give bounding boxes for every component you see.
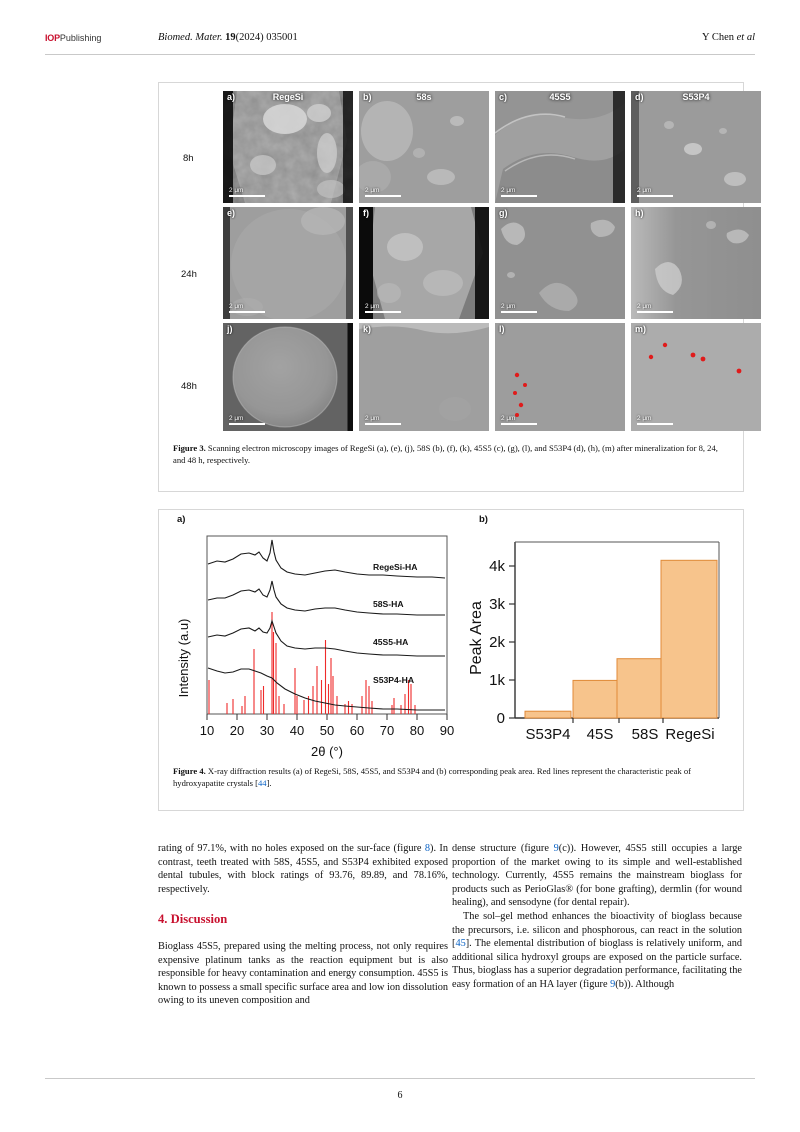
scale-bar-text: 2 μm: [501, 303, 516, 310]
scale-bar-text: 2 μm: [365, 415, 380, 422]
scale-bar-text: 2 μm: [229, 415, 244, 422]
row-label-8h: 8h: [183, 153, 194, 164]
row-label-24h: 24h: [181, 269, 197, 280]
scale-bar-text: 2 μm: [229, 187, 244, 194]
svg-text:4k: 4k: [489, 558, 505, 575]
scale-bar-b: [365, 187, 401, 197]
sem-panel-d: [631, 91, 761, 203]
sem-panel-m: [631, 323, 761, 431]
svg-text:2k: 2k: [489, 634, 505, 651]
figure-4-caption-label: Figure 4.: [173, 766, 206, 776]
bar-y-axis-label: Peak Area: [469, 601, 485, 675]
material-label-regesi: RegeSi: [272, 92, 304, 102]
svg-text:1k: 1k: [489, 672, 505, 689]
figure-4-caption-reference: 44: [257, 777, 267, 788]
scale-bar-line: [501, 423, 537, 425]
panel-tag-a: a): [227, 92, 236, 102]
journal-volume: 19: [225, 32, 236, 43]
scale-bar-text: 2 μm: [365, 303, 380, 310]
scale-bar-k: [365, 415, 401, 425]
right-paragraph-2: [452, 910, 742, 992]
scale-bar-line: [365, 423, 401, 425]
sem-panel-g: [495, 207, 625, 319]
journal-year: (2024): [235, 32, 264, 43]
scale-bar-line: [501, 195, 537, 197]
xrd-series-label-58s-ha: 58S-HA: [373, 599, 404, 609]
xrd-y-axis-label: Intensity (a.u): [177, 618, 191, 698]
iop-publishing-logo: [45, 33, 101, 43]
bar-y-ticks: [509, 566, 515, 718]
figure-3-caption-label: Figure 3.: [173, 443, 206, 453]
svg-text:10: 10: [199, 723, 215, 738]
svg-text:30: 30: [259, 723, 275, 738]
svg-text:90: 90: [439, 723, 455, 738]
section-heading-discussion: 4. Discussion: [158, 912, 228, 927]
scale-bar-line: [229, 311, 265, 313]
author-line: [702, 32, 755, 43]
scale-bar-line: [637, 195, 673, 197]
left-paragraph-1: [158, 842, 448, 896]
right-p2-figure-link[interactable]: 9: [610, 978, 616, 990]
sem-panel-j: [223, 323, 353, 431]
iop-logo-mark: IOP: [45, 33, 60, 43]
panel-tag-d: d): [635, 92, 644, 102]
sem-panel-h: [631, 207, 761, 319]
scale-bar-line: [365, 195, 401, 197]
page-number: 6: [397, 1090, 403, 1101]
panel-tag-j: j): [227, 324, 233, 334]
panel-tag-c: c): [499, 92, 508, 102]
bar-x-tick-labels: [525, 726, 714, 743]
svg-text:80: 80: [409, 723, 425, 738]
body-column-right: [452, 842, 742, 992]
figure-3-caption-text: Scanning electron microscopy images of RegeSi (a), (e), (j), 58S (b), (f), (k), 45S5 (c), (g), (l), and S53P4 (d), (h), (m) after mineralization for 8, 24, and 48 h, respectively.: [173, 443, 718, 465]
journal-citation: [158, 32, 298, 43]
peak-area-bar-chart: [469, 528, 731, 764]
body-column-left: [158, 842, 448, 1008]
sem-image-grid: [183, 91, 731, 431]
scale-bar-l: [501, 415, 537, 425]
sem-panel-c: [495, 91, 625, 203]
left-paragraph-2: Bioglass 45S5, prepared using the melting process, not only requires expensive platinum tanks as the reaction equipment but is also responsible for heavy contamination and energy consumption. 45S5 is known to possess a small specific surface area and low ion dissolution owing to its uneven composition and: [158, 940, 448, 1007]
right-p2-part-b: ]. The elemental distribution of bioglass is relatively uniform, and additional silica hydroxyl groups are exposed on the particle surface. Thus, bioglass has a superior degradation performance, facilitating the easy formation of an HA layer (figure: [452, 938, 742, 990]
author-name: Y Chen: [702, 32, 734, 43]
panel-tag-g: g): [499, 208, 508, 218]
scale-bar-a: [229, 187, 265, 197]
scale-bar-text: 2 μm: [637, 303, 652, 310]
scale-bar-c: [501, 187, 537, 197]
scale-bar-line: [365, 311, 401, 313]
svg-text:70: 70: [379, 723, 395, 738]
scale-bar-f: [365, 303, 401, 313]
bar-series: [525, 560, 717, 718]
footer-rule: [45, 1078, 755, 1079]
material-label-58s: 58s: [416, 92, 432, 102]
figure-4-caption: [173, 766, 731, 789]
sem-panel-k: [359, 323, 489, 431]
right-p2-part-c: (b)). Although: [615, 978, 675, 990]
right-p2-part-a: The sol–gel method enhances the bioactivity of bioglass because the precursors, i.e. silicon and phosphorous, can react in the solution [: [452, 910, 742, 950]
iop-logo-word: Publishing: [59, 33, 102, 43]
material-label-45s5: 45S5: [549, 92, 571, 102]
sem-panel-f: [359, 207, 489, 319]
figure-4-container: [158, 509, 744, 811]
bar-plot-svg: [469, 528, 731, 764]
xrd-x-ticks: [207, 714, 447, 720]
bar-regesi: [661, 560, 717, 718]
running-head: [45, 30, 755, 56]
scale-bar-text: 2 μm: [637, 415, 652, 422]
sem-panel-b: [359, 91, 489, 203]
sem-panel-l: [495, 323, 625, 431]
figure-4-caption-text-2: ].: [266, 777, 272, 788]
left-p1-part-b: ). In contrast, teeth treated with 58S, 45S5, and S53P4 exhibited exposed dental tubules, with block ratings of 93.76, 89.89, and 78.16%, respectively.: [158, 843, 448, 895]
svg-text:50: 50: [319, 723, 335, 738]
journal-name: Biomed. Mater.: [158, 32, 223, 43]
scale-bar-text: 2 μm: [501, 187, 516, 194]
scale-bar-line: [501, 311, 537, 313]
svg-text:45S: 45S: [586, 726, 614, 743]
author-etal: et al: [736, 32, 755, 43]
panel-tag-h: h): [635, 208, 644, 218]
xrd-plot-svg: [177, 528, 457, 764]
scale-bar-text: 2 μm: [365, 187, 380, 194]
right-p2-citation-link[interactable]: 45: [455, 938, 466, 950]
right-paragraph-1: [452, 842, 742, 910]
scale-bar-d: [637, 187, 673, 197]
panel-tag-k: k): [363, 324, 372, 334]
svg-text:RegeSi: RegeSi: [665, 726, 715, 743]
row-label-48h: 48h: [181, 381, 197, 392]
right-p1-part-a: dense structure (figure: [452, 843, 554, 854]
xrd-series-label-regesi-ha: RegeSi-HA: [373, 562, 418, 572]
panel-tag-f: f): [363, 208, 369, 218]
figure-3-caption: [173, 443, 731, 466]
left-p1-figure-link[interactable]: 8: [424, 843, 431, 854]
xrd-series-label-s53p4-ha: S53P4-HA: [373, 675, 415, 685]
svg-text:60: 60: [349, 723, 365, 738]
scale-bar-m: [637, 415, 673, 425]
figure-3-container: [158, 82, 744, 492]
figure-4b-tag: b): [479, 514, 488, 525]
article-id: 035001: [266, 32, 298, 43]
left-p1-part-a: rating of 97.1%, with no holes exposed on the sur-face (figure: [158, 843, 425, 854]
svg-text:58S: 58S: [631, 726, 659, 743]
scale-bar-e: [229, 303, 265, 313]
scale-bar-text: 2 μm: [229, 303, 244, 310]
material-label-s53p4: S53P4: [682, 92, 710, 102]
xrd-series-label-45s5-ha: 45S5-HA: [373, 637, 409, 647]
scale-bar-g: [501, 303, 537, 313]
scale-bar-line: [229, 195, 265, 197]
sem-panel-a: [223, 91, 353, 203]
panel-tag-e: e): [227, 208, 236, 218]
header-rule: [45, 54, 755, 55]
xrd-x-axis-label: 2θ (°): [311, 744, 343, 759]
svg-text:20: 20: [229, 723, 245, 738]
panel-tag-l: l): [499, 324, 505, 334]
scale-bar-line: [637, 311, 673, 313]
scale-bar-text: 2 μm: [501, 415, 516, 422]
xrd-chart: [177, 528, 457, 764]
panel-tag-b: b): [363, 92, 372, 102]
sem-panel-e: [223, 207, 353, 319]
bar-y-tick-labels: [489, 558, 505, 727]
scale-bar-line: [229, 423, 265, 425]
scale-bar-text: 2 μm: [637, 187, 652, 194]
bar-s53p4: [525, 711, 571, 718]
right-p1-part-b: (c)). However, 45S5 still occupies a large proportion of the market owing to its simple and well-established technology. Currently, 45S5 remains the mainstream bioglass for products such as PerioGlas® (for bone grafting), dermlin (for wound healing), and sensodyne (for dental repair).: [452, 843, 742, 909]
xrd-x-tick-labels: [200, 723, 454, 738]
svg-text:0: 0: [496, 710, 505, 727]
scale-bar-j: [229, 415, 265, 425]
scale-bar-line: [637, 423, 673, 425]
panel-tag-m: m): [635, 324, 646, 334]
svg-text:3k: 3k: [489, 596, 505, 613]
scale-bar-h: [637, 303, 673, 313]
svg-text:S53P4: S53P4: [525, 726, 571, 743]
right-p1-figure-link[interactable]: 9: [553, 843, 559, 854]
figure-4-caption-text-1: X-ray diffraction results (a) of RegeSi, 58S, 45S5, and S53P4 and (b) corresponding peak area. Red lines represent the characteristic peak of hydroxyapatite crystals [: [173, 766, 692, 788]
svg-text:40: 40: [289, 723, 305, 738]
figure-4a-tag: a): [177, 514, 186, 525]
